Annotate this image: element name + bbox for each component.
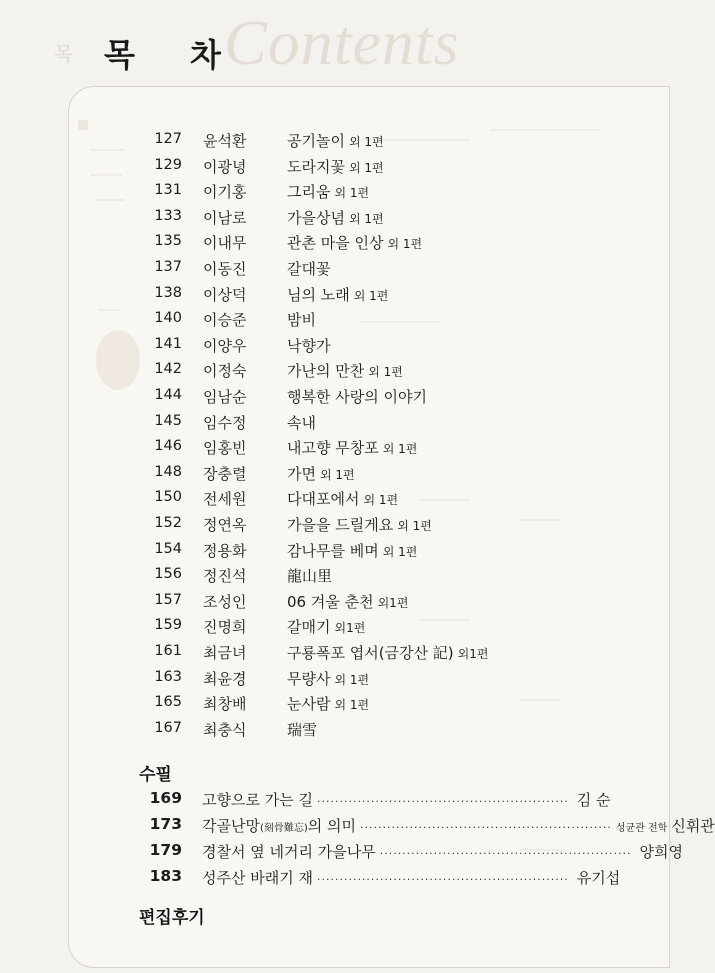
list-item[interactable] [0, 562, 650, 587]
extra-note: 외 1편 [334, 672, 370, 687]
list-item[interactable] [0, 178, 650, 203]
page-number: 129 [154, 156, 182, 173]
list-item[interactable] [0, 255, 650, 280]
work-title [287, 565, 336, 586]
work-title-text: 가을상념 [287, 208, 345, 227]
author-name: 이동진 [203, 260, 247, 278]
essay-title-text: 성주산 바래기 재 [202, 869, 313, 887]
list-item[interactable] [0, 409, 650, 434]
header-ghost-char: 목 [54, 42, 74, 66]
author-name: 정진석 [203, 567, 247, 586]
author-name: 이양우 [203, 336, 247, 355]
extra-note: 외 1편 [353, 288, 389, 303]
extra-note: 외 1편 [348, 211, 384, 226]
essay-entry [202, 789, 611, 810]
author-name: 정용화 [203, 541, 247, 560]
list-item[interactable] [0, 460, 650, 485]
work-title [287, 156, 384, 177]
author-name: 이내무 [203, 234, 247, 253]
work-title-text: 가면 [287, 464, 316, 483]
work-title [287, 591, 408, 612]
extra-note: 외 1편 [319, 467, 355, 482]
essay-title-text: 각골난망 [202, 817, 260, 835]
work-title-text: 가을을 드릴게요 [287, 516, 394, 534]
work-title [287, 309, 320, 330]
work-title [287, 616, 365, 637]
page-number: 179 [149, 841, 182, 859]
essay-title [202, 815, 356, 836]
list-item[interactable] [0, 588, 650, 613]
page-title: 목 차 [104, 36, 243, 74]
page-number: 159 [154, 617, 182, 634]
author-name: 양희영 [639, 843, 683, 861]
list-item[interactable] [0, 153, 650, 178]
list-item[interactable] [0, 812, 715, 838]
extra-note: 외 1편 [363, 493, 399, 508]
author-name: 이남로 [203, 208, 247, 227]
page-number: 140 [154, 310, 182, 327]
author-name: 임남순 [203, 388, 247, 406]
work-title [287, 360, 403, 381]
page-number: 145 [154, 412, 182, 429]
list-item[interactable] [0, 332, 650, 357]
page-number: 142 [154, 361, 182, 378]
essay-entry [202, 841, 683, 862]
author-name: 이광녕 [203, 157, 247, 176]
essay-section-heading: 수필 [139, 765, 172, 785]
page-number: 131 [154, 182, 182, 199]
extra-note: 외 1편 [397, 519, 432, 533]
page-number: 163 [154, 668, 182, 685]
list-item[interactable] [0, 838, 683, 864]
author-name: 윤석환 [203, 132, 247, 150]
list-item[interactable] [0, 383, 650, 408]
editorial-heading: 편집후기 [139, 908, 205, 928]
work-title [287, 386, 431, 407]
author-name: 김 순 [576, 791, 611, 809]
extra-note: 외 1편 [382, 442, 418, 457]
work-title-text: 瑞雪 [287, 720, 318, 739]
page-number: 152 [154, 515, 182, 531]
author-name: 최창배 [203, 695, 247, 714]
list-item[interactable] [0, 229, 650, 254]
list-item[interactable] [0, 716, 650, 741]
page-number: 144 [154, 387, 182, 403]
list-item[interactable] [0, 434, 650, 459]
page-number: 148 [154, 463, 182, 480]
work-title-text: 06 겨울 춘천 [287, 592, 374, 611]
essay-title-text: 고향으로 가는 길 [202, 791, 313, 809]
work-title-text: 관촌 마을 인상 [287, 234, 384, 253]
work-title [287, 437, 417, 458]
work-title [287, 693, 369, 714]
essay-title-suffix: 의 의미 [307, 817, 357, 835]
extra-note: 외1편 [457, 647, 489, 661]
page-number: 150 [154, 489, 182, 506]
author-name: 진명희 [203, 618, 247, 637]
author-name: 이승준 [203, 311, 247, 330]
essay-author [573, 867, 620, 888]
essay-title-hanja: (刻骨難忘) [259, 823, 308, 834]
list-item[interactable] [0, 786, 650, 812]
work-title-text: 낙향가 [287, 336, 331, 355]
list-item[interactable] [0, 485, 650, 510]
list-item[interactable] [0, 864, 650, 890]
essay-title-text: 경찰서 옆 네거리 가을나무 [202, 843, 376, 861]
work-title [287, 335, 334, 356]
essay-entry [202, 815, 715, 836]
author-affiliation: 성균관 전학 [615, 823, 668, 834]
work-title [287, 207, 384, 228]
list-item[interactable] [0, 281, 650, 306]
page-number: 167 [154, 719, 182, 736]
author-name: 전세원 [203, 490, 247, 509]
page-number: 138 [154, 284, 182, 301]
work-title-text: 밤비 [287, 311, 316, 330]
page-number: 169 [149, 789, 182, 807]
work-title-text: 무량사 [287, 669, 331, 688]
work-title [287, 181, 369, 202]
author-name: 이기홍 [203, 183, 247, 202]
work-title-text: 님의 노래 [287, 285, 350, 304]
essay-entry [202, 867, 621, 888]
author-name: 정연옥 [203, 516, 247, 534]
author-name: 장충렬 [203, 464, 247, 483]
author-name: 이상덕 [203, 285, 247, 304]
work-title-text: 도라지꽃 [287, 157, 345, 176]
list-item[interactable] [0, 537, 650, 562]
author-name: 임수정 [203, 413, 247, 432]
work-title-text: 갈대꽃 [287, 260, 331, 278]
work-title [287, 412, 320, 433]
author-name: 유기섭 [576, 869, 621, 887]
page-number: 183 [149, 867, 182, 885]
essay-title [202, 841, 376, 862]
extra-note: 외 1편 [382, 544, 418, 559]
leader-dots: ························································ [316, 873, 569, 886]
list-item[interactable] [0, 639, 650, 664]
page-number: 157 [154, 591, 182, 608]
author-name: 조성인 [203, 592, 247, 611]
extra-note: 외 1편 [348, 135, 384, 149]
page-number: 137 [154, 259, 182, 275]
leader-dots: ························································ [360, 821, 612, 834]
page-number: 154 [154, 540, 182, 557]
page-number: 173 [149, 815, 182, 833]
page-number: 161 [154, 643, 182, 659]
list-item[interactable] [0, 306, 650, 331]
author-name: 신휘관 [671, 817, 715, 835]
list-item[interactable] [0, 690, 650, 715]
essay-title [202, 789, 313, 810]
work-title [287, 258, 334, 279]
page-number: 165 [154, 694, 182, 711]
author-name: 임홍빈 [203, 439, 247, 458]
author-name: 최금녀 [203, 644, 247, 662]
page-number: 146 [154, 438, 182, 455]
essay-author [636, 841, 683, 862]
page-number: 127 [154, 131, 182, 147]
work-title-text: 내고향 무창포 [287, 439, 379, 458]
list-item[interactable] [0, 511, 650, 536]
work-title-text: 눈사람 [287, 695, 331, 714]
work-title-text: 구룡폭포 엽서(금강산 記) [287, 644, 454, 662]
page-header [0, 0, 650, 90]
author-name: 이정숙 [203, 362, 247, 381]
author-name: 최충식 [203, 720, 247, 739]
work-title [287, 642, 488, 663]
page-number: 141 [154, 335, 182, 352]
essay-author [616, 815, 715, 836]
work-title-text: 그리움 [287, 183, 331, 202]
extra-note: 외1편 [334, 621, 366, 636]
work-title-text: 공기놀이 [287, 132, 345, 150]
work-title [287, 540, 417, 561]
extra-note: 외 1편 [334, 698, 370, 713]
list-item[interactable] [0, 127, 650, 152]
work-title [287, 284, 388, 305]
page-number: 135 [154, 233, 182, 250]
work-title-text: 속내 [287, 413, 316, 432]
leader-dots: ························································ [379, 847, 632, 860]
work-title-text: 감나무를 베며 [287, 541, 379, 560]
work-title-text: 가난의 만찬 [287, 362, 365, 381]
work-title [287, 668, 369, 689]
work-title-text: 다대포에서 [287, 490, 360, 509]
work-title-text: 갈매기 [287, 618, 331, 637]
work-title [287, 514, 432, 535]
contents-watermark: Contents [224, 7, 460, 78]
extra-note: 외 1편 [348, 160, 384, 175]
work-title [287, 130, 384, 151]
list-item[interactable] [0, 204, 650, 229]
extra-note: 외 1편 [387, 237, 423, 252]
extra-note: 외 1편 [368, 365, 403, 380]
author-name: 최윤경 [203, 669, 247, 688]
extra-note: 외 1편 [334, 186, 370, 201]
work-title [287, 488, 398, 509]
essay-title [202, 867, 313, 888]
list-item[interactable] [0, 613, 650, 638]
extra-note: 외1편 [377, 595, 409, 610]
work-title [287, 463, 355, 484]
list-item[interactable] [0, 357, 650, 382]
essay-author [573, 789, 611, 810]
work-title-text: 행복한 사랑의 이야기 [287, 388, 427, 406]
leader-dots: ························································ [316, 795, 569, 808]
page-number: 156 [154, 566, 182, 583]
page-number: 133 [154, 207, 182, 224]
list-item[interactable] [0, 665, 650, 690]
work-title-text: 龍山里 [287, 567, 333, 586]
work-title [287, 232, 422, 253]
work-title [287, 719, 321, 740]
